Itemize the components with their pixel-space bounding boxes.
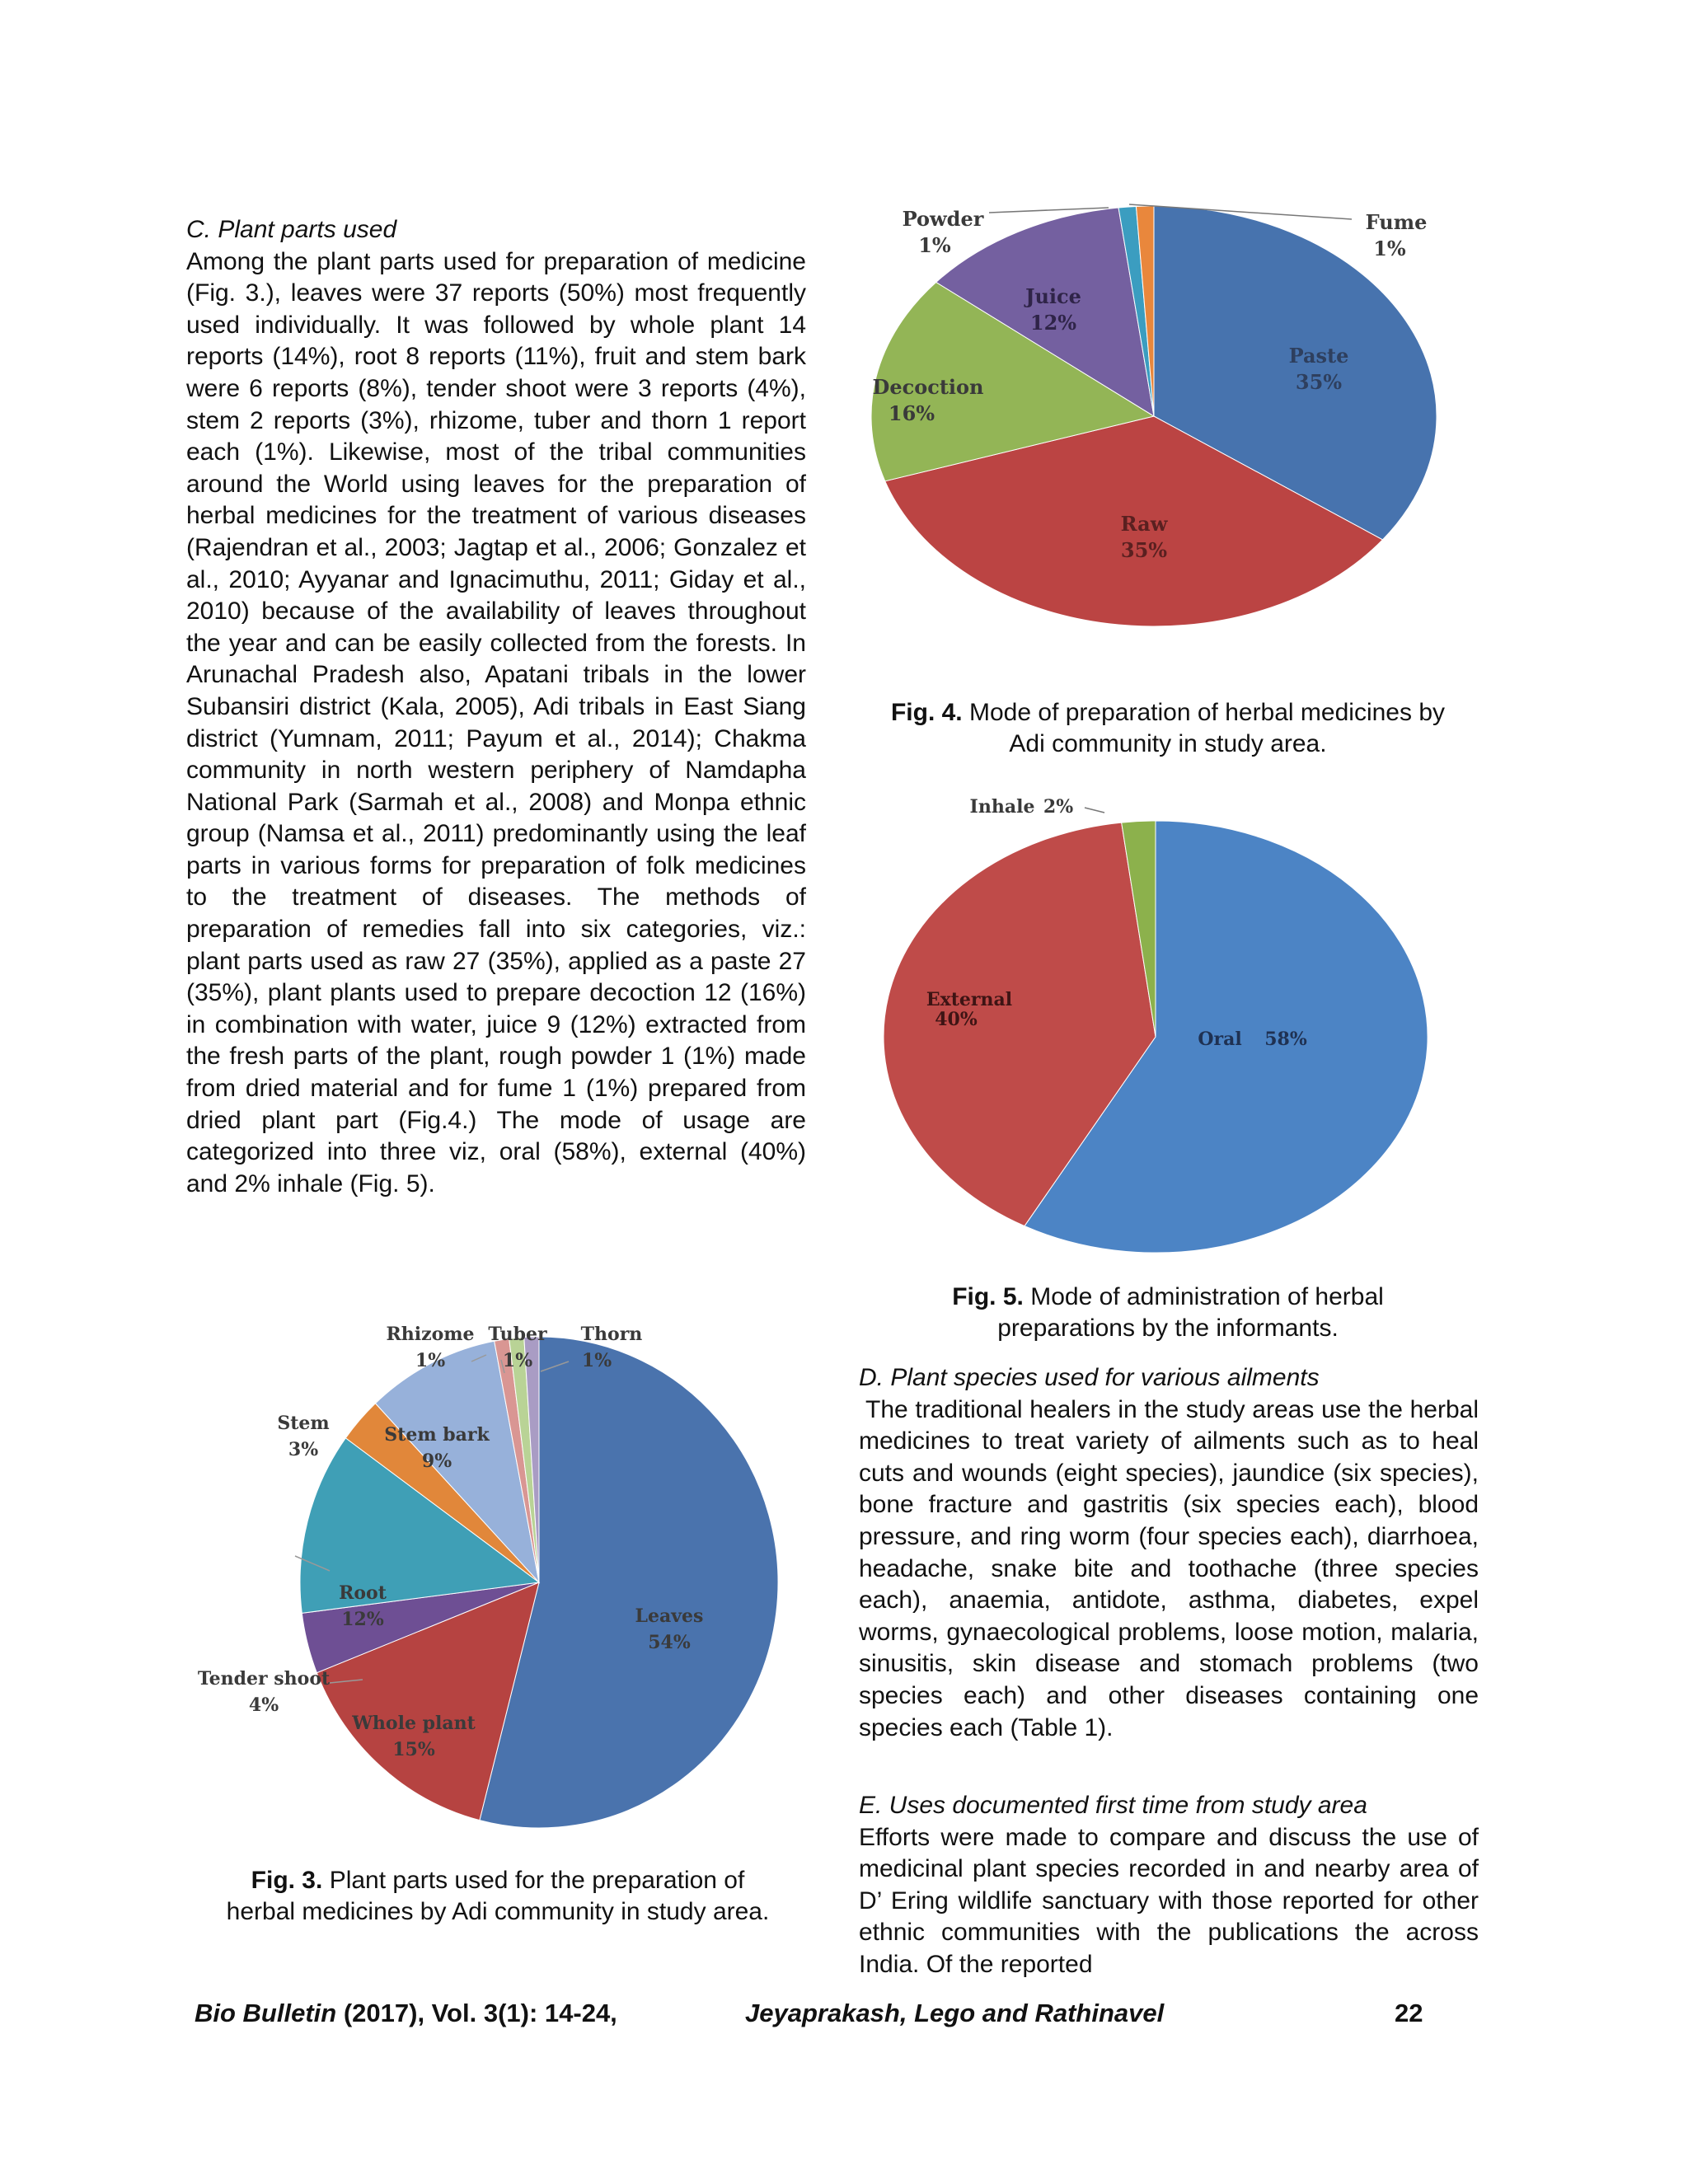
fig4-label-juice: Juice (1025, 284, 1081, 308)
footer-authors (745, 1999, 1164, 2028)
fig4-label: Fig. 4. (890, 699, 963, 726)
fig3-caption-line2: herbal medicines by Adi community in study area. (226, 1898, 770, 1925)
section-d-body: The traditional healers in the study areas use the herbal medicines to treat variety of ailments such as to heal cuts and wounds (eight species), jaundice (six species), bone fracture and gastritis (six species each), blood pressure, and ring worm (four species each), diarrhoea, headache, snake bite and toothache (three species each), anaemia, antidote, asthma, diabetes, expel worms, gynaecological problems, loose motion, malaria, sinusitis, skin disease and stomach problems (two species each) and other diseases containing one species each (Table 1). (859, 1395, 1479, 1741)
fig3-label-stem: Stem (277, 1413, 330, 1434)
fig4-label-fume: Fume (1365, 210, 1428, 234)
fig4-label-powder: Powder (902, 207, 984, 231)
left-column (186, 214, 806, 1200)
fig3-value-thorn: 1% (581, 1350, 612, 1371)
fig5-value-oral: 58% (1264, 1029, 1307, 1050)
fig3-label-tuber: Tuber (488, 1324, 547, 1345)
fig3-label-root: Root (339, 1582, 387, 1604)
fig4-caption (851, 697, 1485, 760)
footer-volume: (2017), Vol. 3(1): 14-24, (343, 1999, 617, 2027)
fig4-caption-line2: Adi community in study area. (1009, 730, 1327, 757)
section-c-heading: C. Plant parts used (186, 216, 397, 243)
fig3-label-tender-shoot: Tender shoot (197, 1668, 331, 1690)
fig4-label-decoction: Decoction (872, 375, 984, 399)
fig3-label-thorn: Thorn (580, 1324, 643, 1345)
fig3-value-rhizome: 1% (415, 1350, 446, 1371)
footer-authors-text: Jeyaprakash, Lego and Rathinavel (745, 1999, 1165, 2027)
footer-journal: Bio Bulletin (195, 1999, 337, 2027)
fig5-label-oral: Oral (1198, 1029, 1242, 1050)
fig5-caption-line2: preparations by the informants. (997, 1315, 1339, 1342)
section-e-body: Efforts were made to compare and discuss the use of medicinal plant species recorded in and nearby area of D’ Ering wildlife sanctuary with those reported for other ethnic communities with the publications the across India. Of the reported (859, 1823, 1479, 1978)
section-d (859, 1362, 1479, 1744)
fig4-value-juice: 12% (1029, 311, 1077, 335)
fig3-value-tender-shoot: 4% (248, 1694, 279, 1716)
fig5-caption (851, 1282, 1485, 1344)
section-c-body: Among the plant parts used for preparation of medicine (Fig. 3.), leaves were 37 reports (50%) most frequently used individually. It was followed by whole plant 14 reports (14%), root 8 reports (11%), fruit and stem bark were 6 reports (8%), tender shoot were 3 reports (4%), stem 2 reports (3%), rhizome, tuber and thorn 1 report each (1%). Likewise, most of the tribal communities around the World using leaves for the preparation of herbal medicines for the treatment of various diseases (Rajendran et al., 2003; Jagtap et al., 2006; Gonzalez et al., 2010; Ayyanar and Ignacimuthu, 2011; Giday et al., 2010) because of the availability of leaves throughout the year and can be easily collected from the forests. In Arunachal Pradesh also, Apatani tribals in the lower Subansiri district (Kala, 2005), Adi tribals in East Siang district (Yumnam, 2011; Payum et al., 2014); Chakma community in north western periphery of Namdapha National Park (Sarmah et al., 2008) and Monpa ethnic group (Namsa et al., 2011) predominantly using the leaf parts in various forms for preparation of folk medicines to the treatment of diseases. The methods of preparation of remedies fall into six categories, viz.: plant parts used as raw 27 (35%), applied as a paste 27 (35%), plant plants used to prepare decoction 12 (16%) in combination with water, juice 9 (12%) extracted from the fresh parts of the plant, rough powder 1 (1%) made from dried material and for fume 1 (1%) prepared from dried plant part (Fig.4.) The mode of usage are categorized into three viz, oral (58%), external (40%) and 2% inhale (Fig. 5). (186, 247, 806, 1197)
fig4-label-paste: Paste (1288, 344, 1349, 368)
section-e-heading: E. Uses documented first time from study area (859, 1792, 1367, 1819)
fig4-caption-line1: Mode of preparation of herbal medicines by (969, 699, 1446, 726)
fig4-pie-chart (857, 198, 1484, 668)
fig3-value-leaves: 54% (648, 1632, 691, 1653)
fig4-value-raw: 35% (1120, 538, 1168, 562)
fig3-label-leaves: Leaves (635, 1605, 704, 1627)
footer-page-number: 22 (1395, 1999, 1423, 2027)
fig3-pie-chart (190, 1310, 816, 1871)
fig5-value-inhale: 2% (1043, 796, 1074, 818)
footer-citation (195, 1999, 617, 2028)
fig3-label-stem-bark: Stem bark (384, 1424, 490, 1446)
fig4-value-fume: 1% (1373, 237, 1406, 260)
fig4-value-paste: 35% (1295, 370, 1343, 394)
fig3-value-whole-plant: 15% (392, 1739, 435, 1760)
section-d-heading: D. Plant species used for various ailments (859, 1364, 1320, 1391)
fig3-value-stem-bark: 9% (421, 1451, 452, 1472)
fig3-caption (186, 1865, 809, 1928)
fig5-leader-lines (1085, 808, 1104, 813)
fig3-label-whole-plant: Whole plant (352, 1713, 476, 1734)
fig4-value-powder: 1% (918, 233, 951, 257)
fig5-label-inhale: Inhale (969, 796, 1035, 818)
fig3-label: Fig. 3. (251, 1867, 323, 1894)
fig3-label-rhizome: Rhizome (386, 1324, 475, 1345)
fig3-value-root: 12% (341, 1609, 384, 1630)
fig3-value-tuber: 1% (502, 1350, 533, 1371)
fig5-label-external: External (926, 989, 1013, 1010)
fig5-pie-chart (857, 791, 1484, 1253)
fig5-caption-line1: Mode of administration of herbal (1030, 1283, 1384, 1310)
fig4-value-decoction: 16% (888, 401, 935, 425)
fig5-value-external: 40% (935, 1009, 978, 1030)
section-e (859, 1790, 1479, 1981)
fig3-value-stem: 3% (288, 1439, 319, 1460)
fig3-caption-line1: Plant parts used for the preparation of (329, 1867, 745, 1894)
fig4-label-raw: Raw (1120, 512, 1168, 536)
fig5-label: Fig. 5. (952, 1283, 1024, 1310)
